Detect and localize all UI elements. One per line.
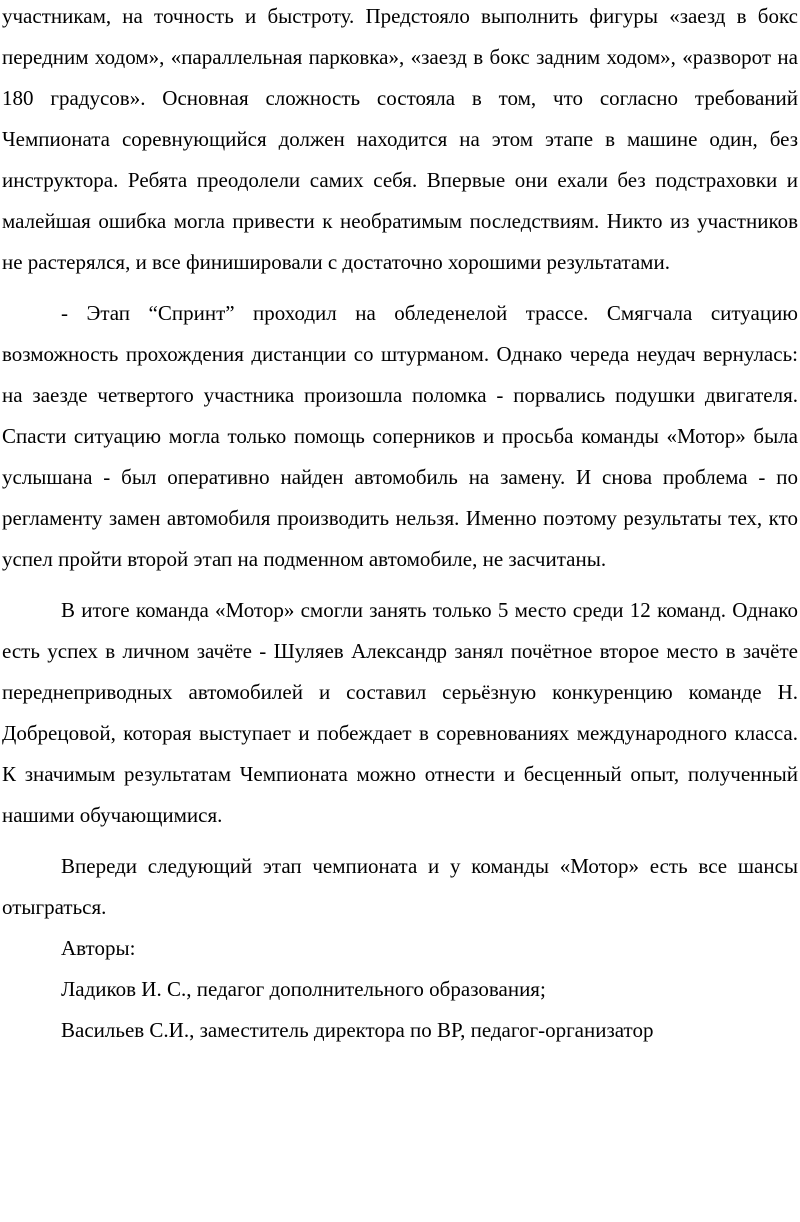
- author-vasiliev: Васильев С.И., заместитель директора по ВР, педагог-организатор: [61, 1018, 654, 1042]
- document-page: [2, 0, 798, 1222]
- paragraph-next-stage: Впереди следующий этап чемпионата и у команды «Мотор» есть все шансы отыграться.: [2, 854, 798, 919]
- paragraph-figures-stage: участникам, на точность и быстроту. Предстояло выполнить фигуры «заезд в бокс передним ходом», «параллельная парковка», «заезд в бокс задним ходом», «разворот на 180 градусов». Основная сложность состояла в том, что согласно требований Чемпионата соревнующийся должен находится на этом этапе в машине один, без инструктора. Ребята преодолели самих себя. Впервые они ехали без подстраховки и малейшая ошибка могла привести к необратимым последствиям. Никто из участников не растерялся, и все финишировали с достаточно хорошими результатами.: [2, 4, 798, 274]
- paragraph-sprint-stage: - Этап “Спринт” проходил на обледенелой трассе. Смягчала ситуацию возможность прохождения дистанции со штурманом. Однако череда неудач вернулась: на заезде четвертого участника произошла поломка - порвались подушки двигателя. Спасти ситуацию могла только помощь соперников и просьба команды «Мотор» была услышана - был оперативно найден автомобиль на замену. И снова проблема - по регламенту замен автомобиля производить нельзя. Именно поэтому результаты тех, кто успел пройти второй этап на подменном автомобиле, не засчитаны.: [2, 301, 798, 571]
- authors-label: Авторы:: [61, 936, 136, 960]
- author-ladikov: Ладиков И. С., педагог дополнительного образования;: [61, 977, 546, 1001]
- paragraph-results: В итоге команда «Мотор» смогли занять только 5 место среди 12 команд. Однако есть успех в личном зачёте - Шуляев Александр занял почётное второе место в зачёте переднеприводных автомобилей и составил серьёзную конкуренцию команде Н. Добрецовой, которая выступает и побеждает в соревнованиях международного класса. К значимым результатам Чемпионата можно отнести и бесценный опыт, полученный нашими обучающимися.: [2, 598, 798, 827]
